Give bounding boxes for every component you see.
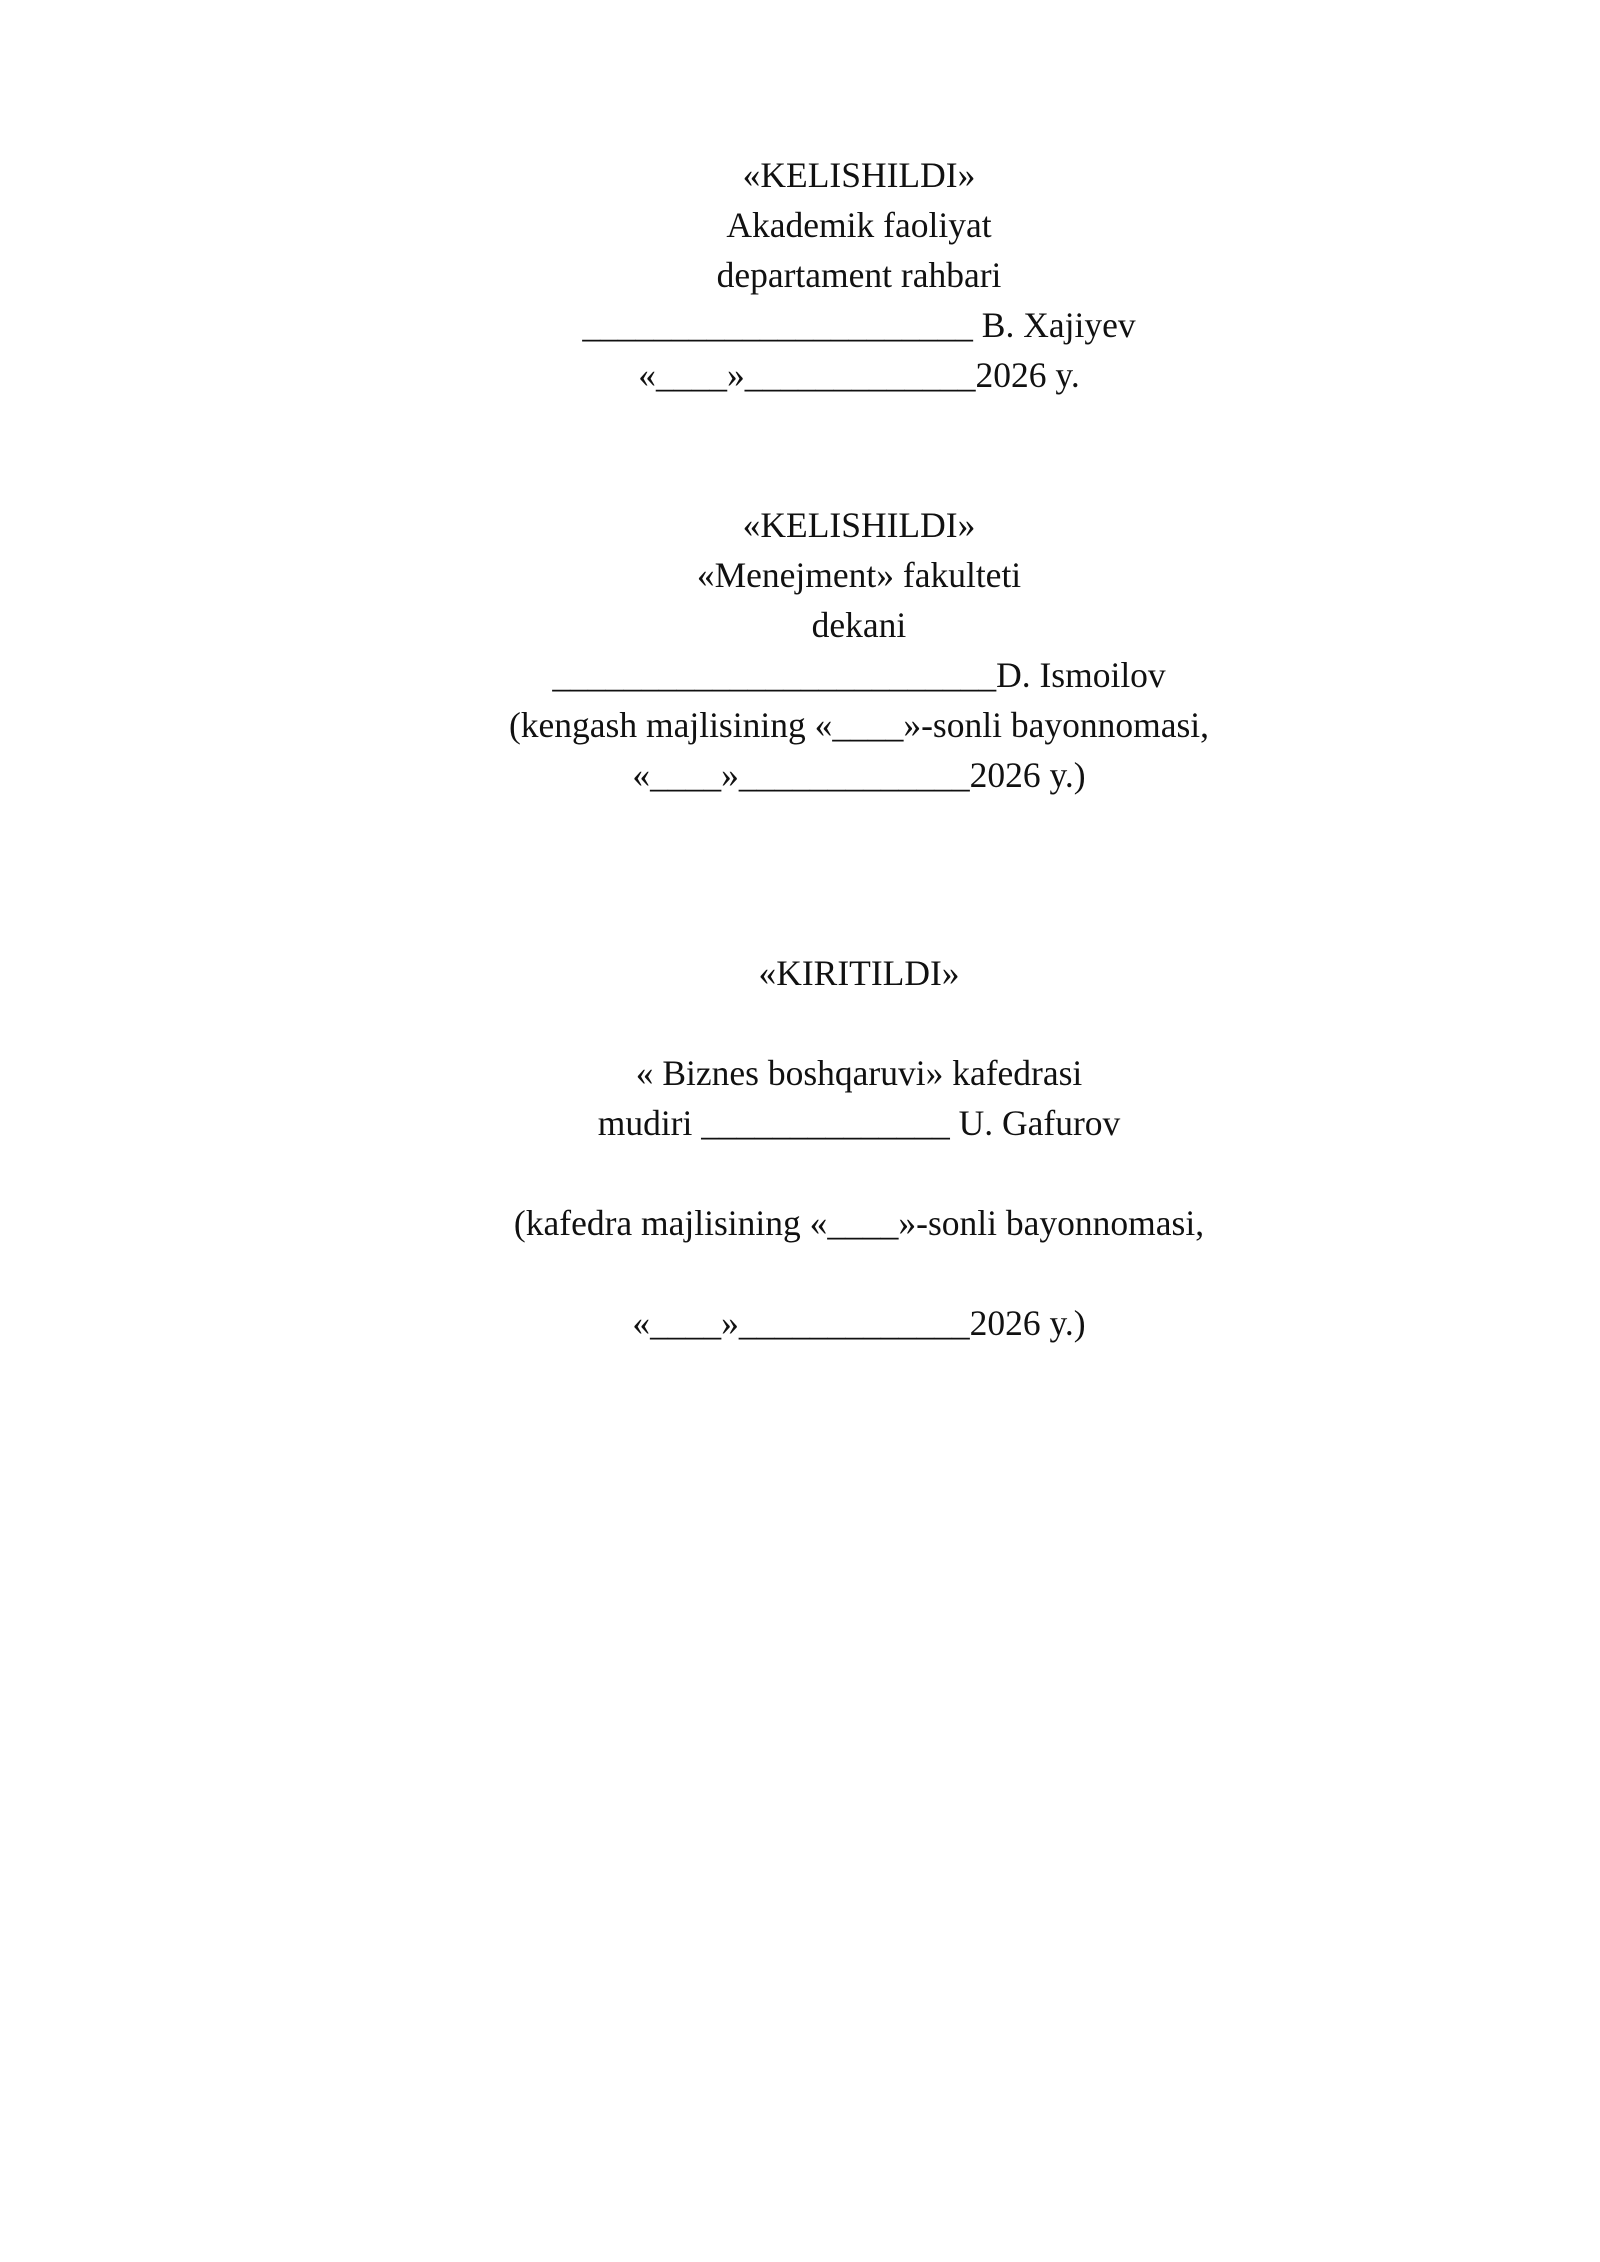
signature-line: _________________________D. Ismoilov bbox=[552, 655, 1166, 695]
approval-heading: «KELISHILDI» bbox=[742, 155, 976, 195]
position-title-continued: dekani bbox=[811, 605, 907, 645]
approval-block-academic-department bbox=[0, 150, 1600, 400]
submission-heading: «KIRITILDI» bbox=[758, 953, 960, 993]
date-line: «____»_____________2026 y.) bbox=[632, 1303, 1086, 1343]
position-title: Akademik faoliyat bbox=[726, 205, 992, 245]
approval-block-faculty-dean bbox=[0, 500, 1600, 800]
date-line: «____»_____________2026 y.) bbox=[632, 755, 1086, 795]
protocol-line: (kafedra majlisining «____»-sonli bayonnomasi, bbox=[513, 1203, 1205, 1243]
spacer bbox=[0, 1148, 1600, 1198]
department-name: « Biznes boshqaruvi» kafedrasi bbox=[635, 1053, 1083, 1093]
approval-heading: «KELISHILDI» bbox=[742, 505, 976, 545]
spacer bbox=[0, 1248, 1600, 1298]
submission-block-department-head bbox=[0, 948, 1600, 1348]
signature-line: ______________________ B. Xajiyev bbox=[582, 305, 1136, 345]
protocol-line: (kengash majlisining «____»-sonli bayonnomasi, bbox=[508, 705, 1210, 745]
position-title-continued: departament rahbari bbox=[716, 255, 1002, 295]
signature-line: mudiri ______________ U. Gafurov bbox=[597, 1103, 1121, 1143]
position-title: «Menejment» fakulteti bbox=[696, 555, 1022, 595]
date-line: «____»_____________2026 y. bbox=[638, 355, 1080, 395]
spacer bbox=[0, 998, 1600, 1048]
